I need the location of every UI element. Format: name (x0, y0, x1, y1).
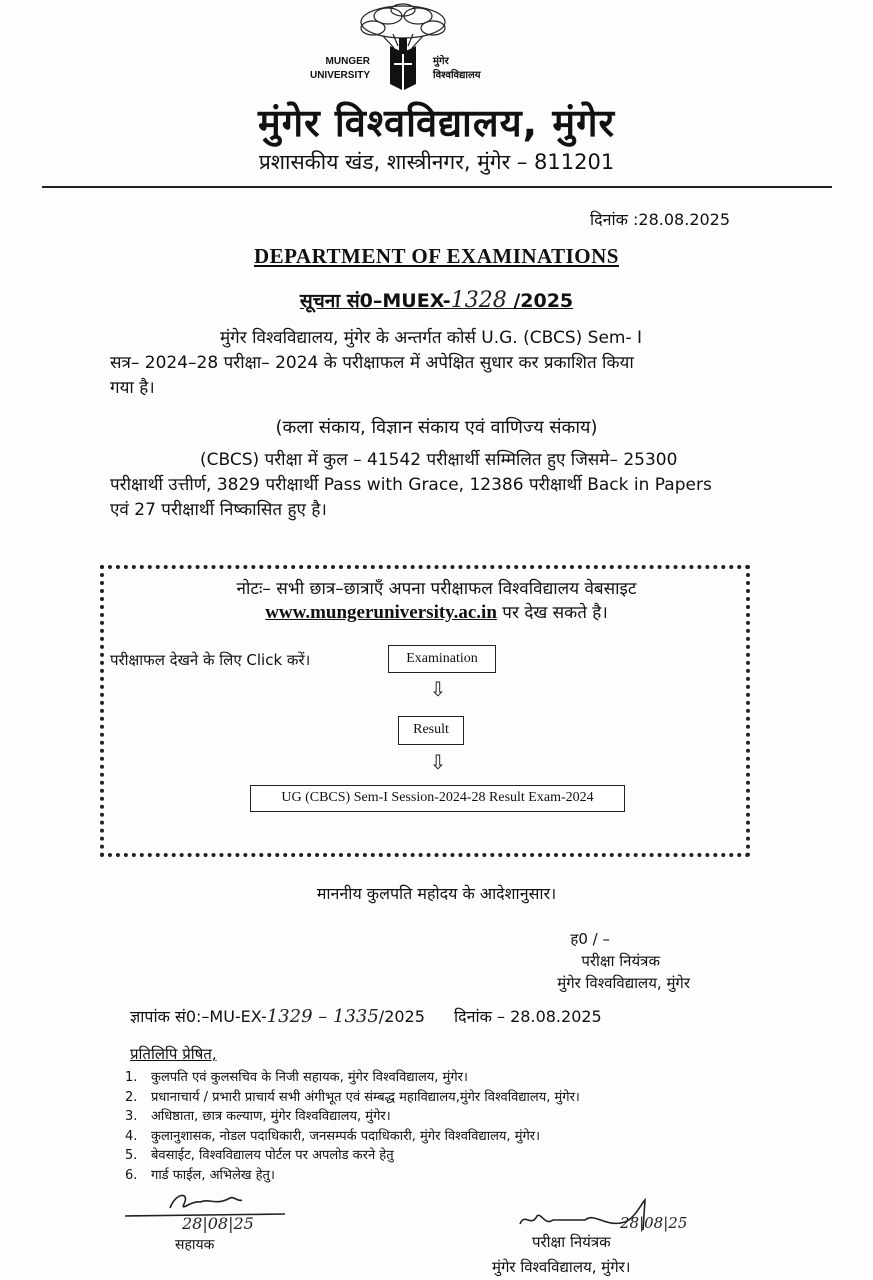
logo-en-line2: UNIVERSITY (309, 70, 370, 81)
notice-number-handwritten: 1328 (450, 288, 507, 313)
list-item (125, 1127, 580, 1147)
header-divider (42, 186, 832, 188)
notice-number-prefix: सूचना सं0–MUEX- (299, 290, 451, 312)
memo-prefix: ज्ञापांक सं0:–MU-EX- (130, 1007, 267, 1026)
list-item (125, 1107, 580, 1127)
controller-label: परीक्षा नियंत्रक (532, 1233, 611, 1251)
list-item-text: अधिष्ठाता, छात्र कल्याण, मुंगेर विश्वविद्यालय, मुंगेर। (151, 1109, 391, 1124)
para1-line2: सत्र– 2024–28 परीक्षा– 2024 के परीक्षाफल में अपेक्षित सुधार कर प्रकाशित किया (110, 353, 634, 373)
logo-en-line1: MUNGER (325, 56, 370, 67)
logo-text-en (290, 55, 370, 83)
para2-line2: परीक्षार्थी उत्तीर्ण, 3829 परीक्षार्थी Pass with Grace, 12386 परीक्षार्थी Back in Papers (110, 475, 712, 495)
list-item-number: 5. (125, 1148, 138, 1163)
list-item-text: बेवसाईट, विश्वविद्यालय पोर्टल पर अपलोड करने हेतु (151, 1148, 394, 1163)
notice-date: दिनांक :28.08.2025 (590, 210, 731, 229)
list-item (125, 1068, 580, 1088)
step-examination: Examination (388, 645, 496, 673)
logo-hi-line2: विश्वविद्यालय (433, 70, 481, 81)
list-item-number: 3. (125, 1109, 138, 1124)
copy-heading: प्रतिलिपि प्रेषित, (130, 1045, 217, 1063)
signatory-sd: ह0 / – (570, 930, 610, 948)
website-link[interactable]: www.mungeruniversity.ac.in (265, 602, 497, 623)
para2-line3: एवं 27 परीक्षार्थी निष्कासित हुए है। (110, 500, 327, 520)
list-item-text: कुलानुशासक, नोडल पदाधिकारी, जनसम्पर्क पदाधिकारी, मुंगेर विश्वविद्यालय, मुंगेर। (151, 1128, 541, 1144)
list-item (125, 1166, 580, 1186)
memo-handwritten: 1329 – 1335 (266, 1006, 379, 1027)
copy-list (125, 1068, 580, 1185)
memo-line (130, 1005, 602, 1027)
department-heading: DEPARTMENT OF EXAMINATIONS (253, 244, 619, 268)
logo-hi-line1: मुंगेर (433, 56, 449, 67)
step-result: Result (398, 716, 464, 745)
faculties-line: (कला संकाय, विज्ञान संकाय एवं वाणिज्य संकाय) (275, 417, 598, 438)
memo-date: दिनांक – 28.08.2025 (454, 1007, 602, 1026)
step-result-link: UG (CBCS) Sem-I Session-2024-28 Result Exam-2024 (250, 785, 625, 812)
note-line-2 (0, 600, 873, 624)
assistant-label: सहायक (175, 1237, 215, 1253)
order-line: माननीय कुलपति महोदय के आदेशानुसार। (316, 884, 557, 903)
university-title: मुंगेर विश्वविद्यालय, मुंगेर (257, 101, 616, 145)
logo-text-hi (433, 55, 523, 83)
note-line-1: नोटः– सभी छात्र–छात्राएँ अपना परीक्षाफल विश्वविद्यालय वेबसाइट (236, 579, 637, 599)
list-item-number: 2. (125, 1089, 138, 1105)
list-item (125, 1146, 580, 1166)
notice-paragraph-2 (110, 448, 740, 523)
down-arrow-icon: ⇩ (429, 750, 447, 774)
notice-number (0, 287, 873, 313)
notice-paragraph-1 (110, 326, 740, 401)
signatory-block (470, 928, 690, 994)
list-item (125, 1088, 580, 1108)
controller-date: 28|08|25 (620, 1214, 688, 1232)
university-address: प्रशासकीय खंड, शास्त्रीनगर, मुंगेर – 811201 (258, 150, 615, 174)
controller-university: मुंगेर विश्वविद्यालय, मुंगेर। (492, 1258, 631, 1276)
para2-line1: (CBCS) परीक्षा में कुल – 41542 परीक्षार्थी सम्मिलित हुए जिसमे– 25300 (200, 450, 678, 470)
list-item-text: कुलपति एवं कुलसचिव के निजी सहायक, मुंगेर विश्वविद्यालय, मुंगेर। (151, 1070, 468, 1085)
notice-number-suffix: /2025 (506, 290, 574, 312)
para1-line1: मुंगेर विश्वविद्यालय, मुंगेर के अन्तर्गत कोर्स U.G. (CBCS) Sem- I (220, 328, 643, 348)
click-instruction: परीक्षाफल देखने के लिए Click करें। (110, 651, 311, 669)
controller-sign-block (492, 1230, 630, 1280)
list-item-number: 1. (125, 1070, 138, 1085)
memo-suffix: /2025 (378, 1007, 425, 1026)
assistant-date: 28|08|25 (182, 1214, 254, 1233)
signatory-designation: परीक्षा नियंत्रक (581, 952, 660, 970)
note-line-2-suffix: पर देख सकते है। (496, 603, 608, 623)
list-item-number: 4. (125, 1128, 138, 1144)
list-item-text: प्रधानाचार्य / प्रभारी प्राचार्य सभी अंगीभूत एवं संम्बद्ध महाविद्यालय,मुंगेर विश्वविद्यालय, मुंगेर। (151, 1089, 580, 1105)
para1-line3: गया है। (110, 378, 155, 398)
list-item-number: 6. (125, 1167, 138, 1183)
down-arrow-icon: ⇩ (429, 677, 447, 701)
signatory-university: मुंगेर विश्वविद्यालय, मुंगेर (557, 974, 690, 992)
list-item-text: गार्ड फाईल, अभिलेख हेतु। (151, 1167, 275, 1183)
